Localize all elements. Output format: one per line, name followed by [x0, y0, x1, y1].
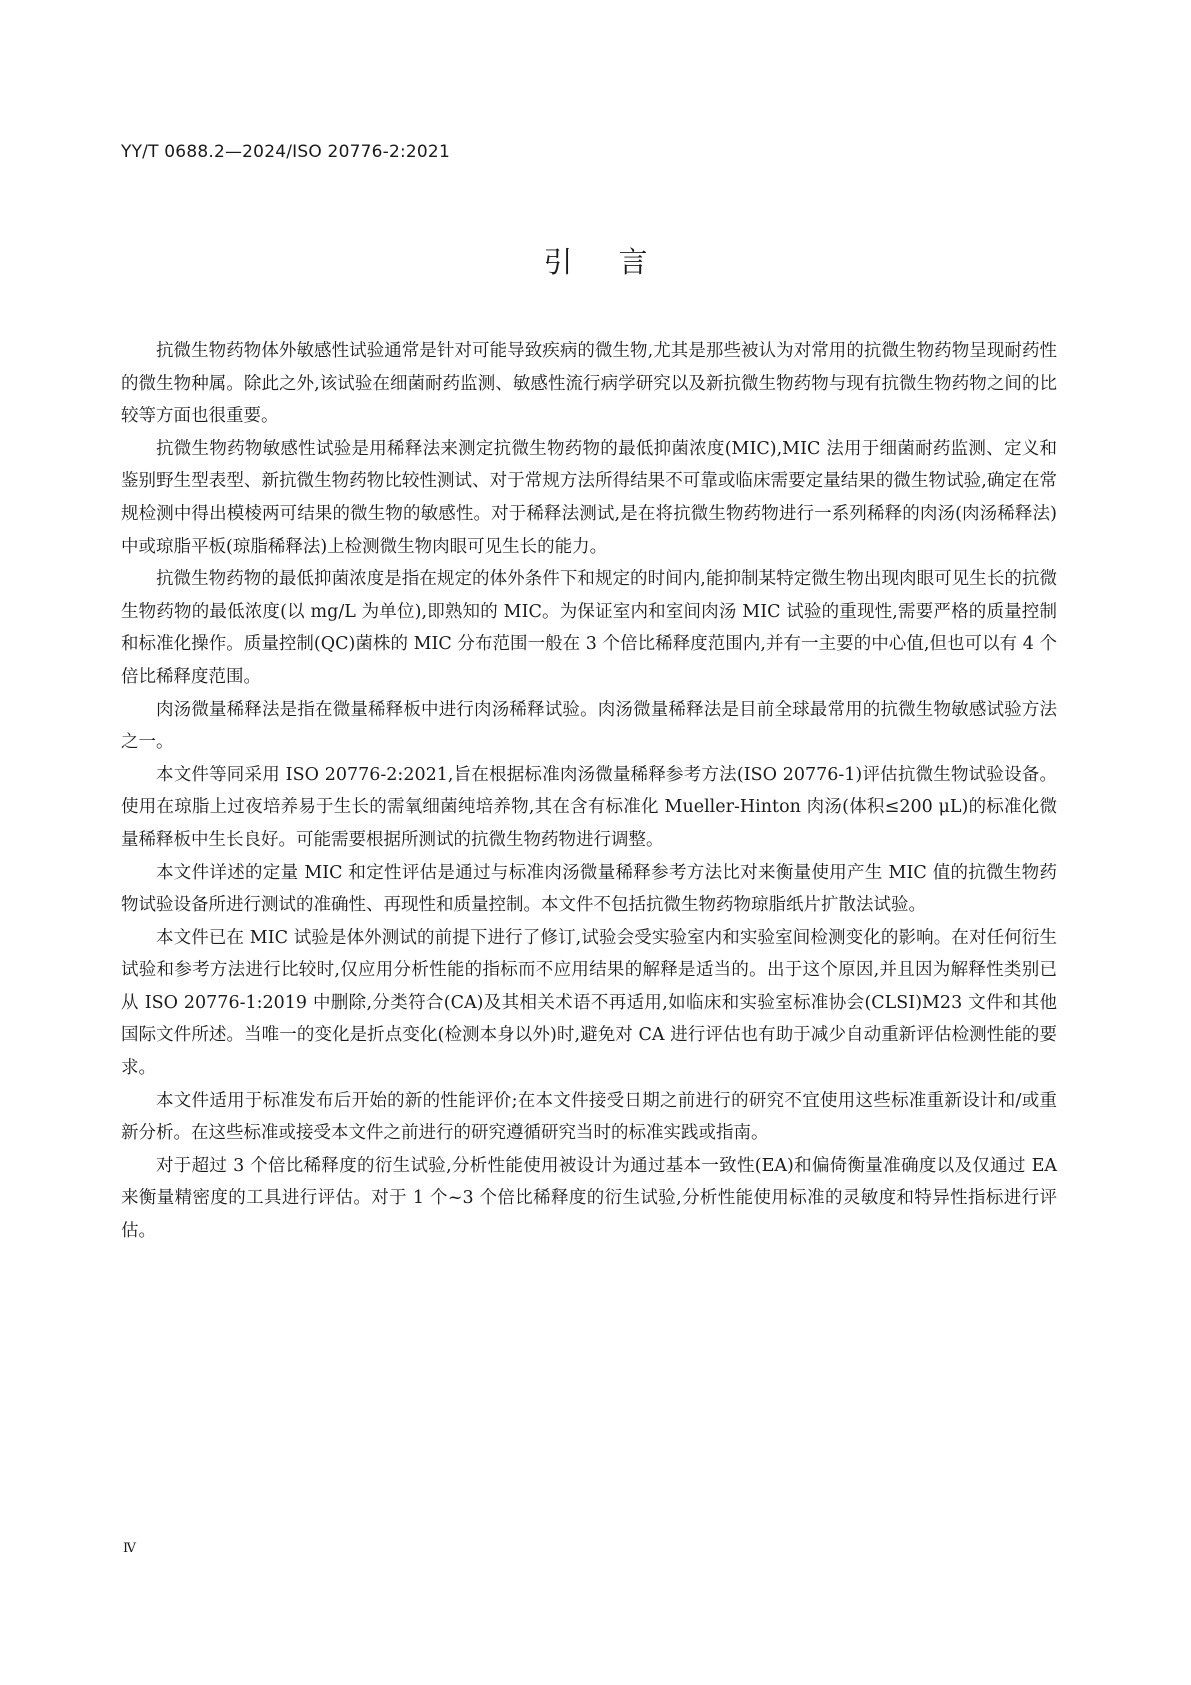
standard-number-header: YY/T 0688.2—2024/ISO 20776-2:2021 [121, 142, 450, 162]
page-number: Ⅳ [123, 1541, 136, 1556]
paragraph: 对于超过 3 个倍比稀释度的衍生试验,分析性能使用被设计为通过基本一致性(EA)和偏倚衡量准确度以及仅通过 EA 来衡量精密度的工具进行评估。对于 1 个~3 个倍比稀释度的衍生试验,分析性能使用标准的灵敏度和特异性指标进行评估。 [121, 1155, 1057, 1242]
paragraph: 抗微生物药物的最低抑菌浓度是指在规定的体外条件下和规定的时间内,能抑制某特定微生物出现肉眼可见生长的抗微生物药物的最低浓度(以 mg/L 为单位),即熟知的 MIC。为保证室内和室间肉汤 MIC 试验的重现性,需要严格的质量控制和标准化操作。质量控制(QC)菌株的 MIC 分布范围一般在 3 个倍比稀释度范围内,并有一主要的中心值,但也可以有 4 个倍比稀释度范围。 [121, 569, 1057, 687]
paragraph: 肉汤微量稀释法是指在微量稀释板中进行肉汤稀释试验。肉汤微量稀释法是目前全球最常用的抗微生物敏感试验方法之一。 [121, 699, 1057, 753]
section-title: 引言 [543, 245, 694, 279]
paragraph: 本文件详述的定量 MIC 和定性评估是通过与标准肉汤微量稀释参考方法比对来衡量使用产生 MIC 值的抗微生物药物试验设备所进行测试的准确性、再现性和质量控制。本文件不包括抗微生物药物琼脂纸片扩散法试验。 [121, 862, 1057, 916]
paragraph: 抗微生物药物体外敏感性试验通常是针对可能导致疾病的微生物,尤其是那些被认为对常用的抗微生物药物呈现耐药性的微生物种属。除此之外,该试验在细菌耐药监测、敏感性流行病学研究以及新抗微生物药物与现有抗微生物药物之间的比较等方面也很重要。 [121, 341, 1057, 427]
paragraph: 抗微生物药物敏感性试验是用稀释法来测定抗微生物药物的最低抑菌浓度(MIC),MIC 法用于细菌耐药监测、定义和鉴别野生型表型、新抗微生物药物比较性测试、对于常规方法所得结果不可靠或临床需要定量结果的微生物试验,确定在常规检测中得出模棱两可结果的微生物的敏感性。对于稀释法测试,是在将抗微生物药物进行一系列稀释的肉汤(肉汤稀释法)中或琼脂平板(琼脂稀释法)上检测微生物肉眼可见生长的能力。 [121, 438, 1057, 557]
paragraph: 本文件已在 MIC 试验是体外测试的前提下进行了修订,试验会受实验室内和实验室间检测变化的影响。在对任何衍生试验和参考方法进行比较时,仅应用分析性能的指标而不应用结果的解释是适当的。出于这个原因,并且因为解释性类别已从 ISO 20776-1:2019 中删除,分类符合(CA)及其相关术语不再适用,如临床和实验室标准协会(CLSI)M23 文件和其他国际文件所述。当唯一的变化是折点变化(检测本身以外)时,避免对 CA 进行评估也有助于减少自动重新评估检测性能的要求。 [121, 927, 1057, 1079]
introduction-body [121, 335, 1057, 1248]
paragraph: 本文件等同采用 ISO 20776-2:2021,旨在根据标准肉汤微量稀释参考方法(ISO 20776-1)评估抗微生物试验设备。使用在琼脂上过夜培养易于生长的需氧细菌纯培养物,其在含有标准化 Mueller-Hinton 肉汤(体积≤200 μL)的标准化微量稀释板中生长良好。可能需要根据所测试的抗微生物药物进行调整。 [121, 764, 1057, 850]
paragraph: 本文件适用于标准发布后开始的新的性能评价;在本文件接受日期之前进行的研究不宜使用这些标准重新设计和/或重新分析。在这些标准或接受本文件之前进行的研究遵循研究当时的标准实践或指南。 [121, 1090, 1057, 1144]
